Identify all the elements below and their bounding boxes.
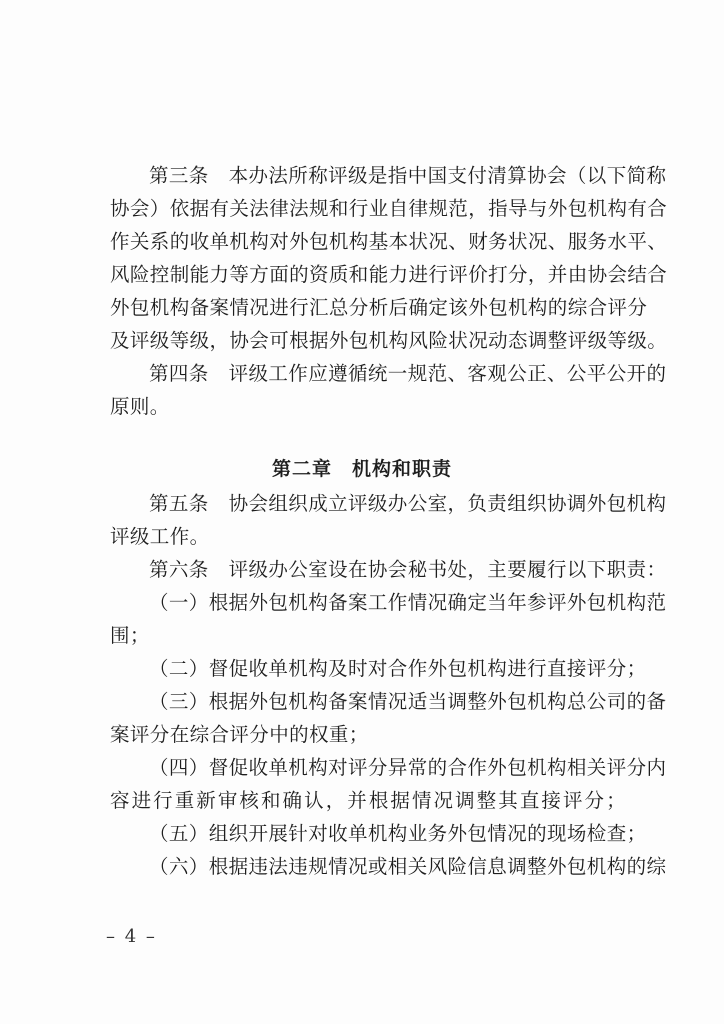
article-6-line: 第六条 评级办公室设在协会秘书处，主要履行以下职责： — [149, 558, 667, 581]
article-3-line-3: 作关系的收单机构对外包机构基本状况、财务状况、服务水平、 — [110, 230, 668, 253]
article-3-line-4: 风险控制能力等方面的资质和能力进行评价打分，并由协会结合 — [110, 263, 668, 286]
article-4-line-1: 第四条 评级工作应遵循统一规范、客观公正、公平公开的 — [149, 362, 667, 385]
item-1-line-1: （一）根据外包机构备案工作情况确定当年参评外包机构范 — [149, 591, 667, 614]
item-4-line-2: 容进行重新审核和确认，并根据情况调整其直接评分； — [110, 789, 626, 812]
chapter-heading: 第二章 机构和职责 — [271, 458, 452, 480]
item-5-line: （五）组织开展针对收单机构业务外包情况的现场检查； — [149, 822, 647, 845]
item-4-line-1: （四）督促收单机构对评分异常的合作外包机构相关评分内 — [149, 756, 667, 779]
article-3-line-2: 协会）依据有关法律法规和行业自律规范，指导与外包机构有合 — [110, 197, 668, 220]
item-2-line: （二）督促收单机构及时对合作外包机构进行直接评分； — [149, 657, 647, 680]
item-3-line-2: 案评分在综合评分中的权重； — [110, 723, 369, 746]
article-5-line-2: 评级工作。 — [110, 525, 210, 548]
item-3-line-1: （三）根据外包机构备案情况适当调整外包机构总公司的备 — [149, 690, 667, 713]
article-3-line-1: 第三条 本办法所称评级是指中国支付清算协会（以下简称 — [149, 164, 667, 187]
item-6-line: （六）根据违法违规情况或相关风险信息调整外包机构的综 — [149, 855, 667, 878]
article-5-line-1: 第五条 协会组织成立评级办公室，负责组织协调外包机构 — [149, 492, 667, 515]
item-1-line-2: 围； — [110, 624, 150, 647]
page-number: – 4 – — [106, 926, 157, 947]
article-3-line-5: 外包机构备案情况进行汇总分析后确定该外包机构的综合评分 — [110, 296, 648, 319]
article-4-line-2: 原则。 — [110, 395, 170, 418]
article-3-line-6: 及评级等级，协会可根据外包机构风险状况动态调整评级等级。 — [110, 329, 668, 352]
